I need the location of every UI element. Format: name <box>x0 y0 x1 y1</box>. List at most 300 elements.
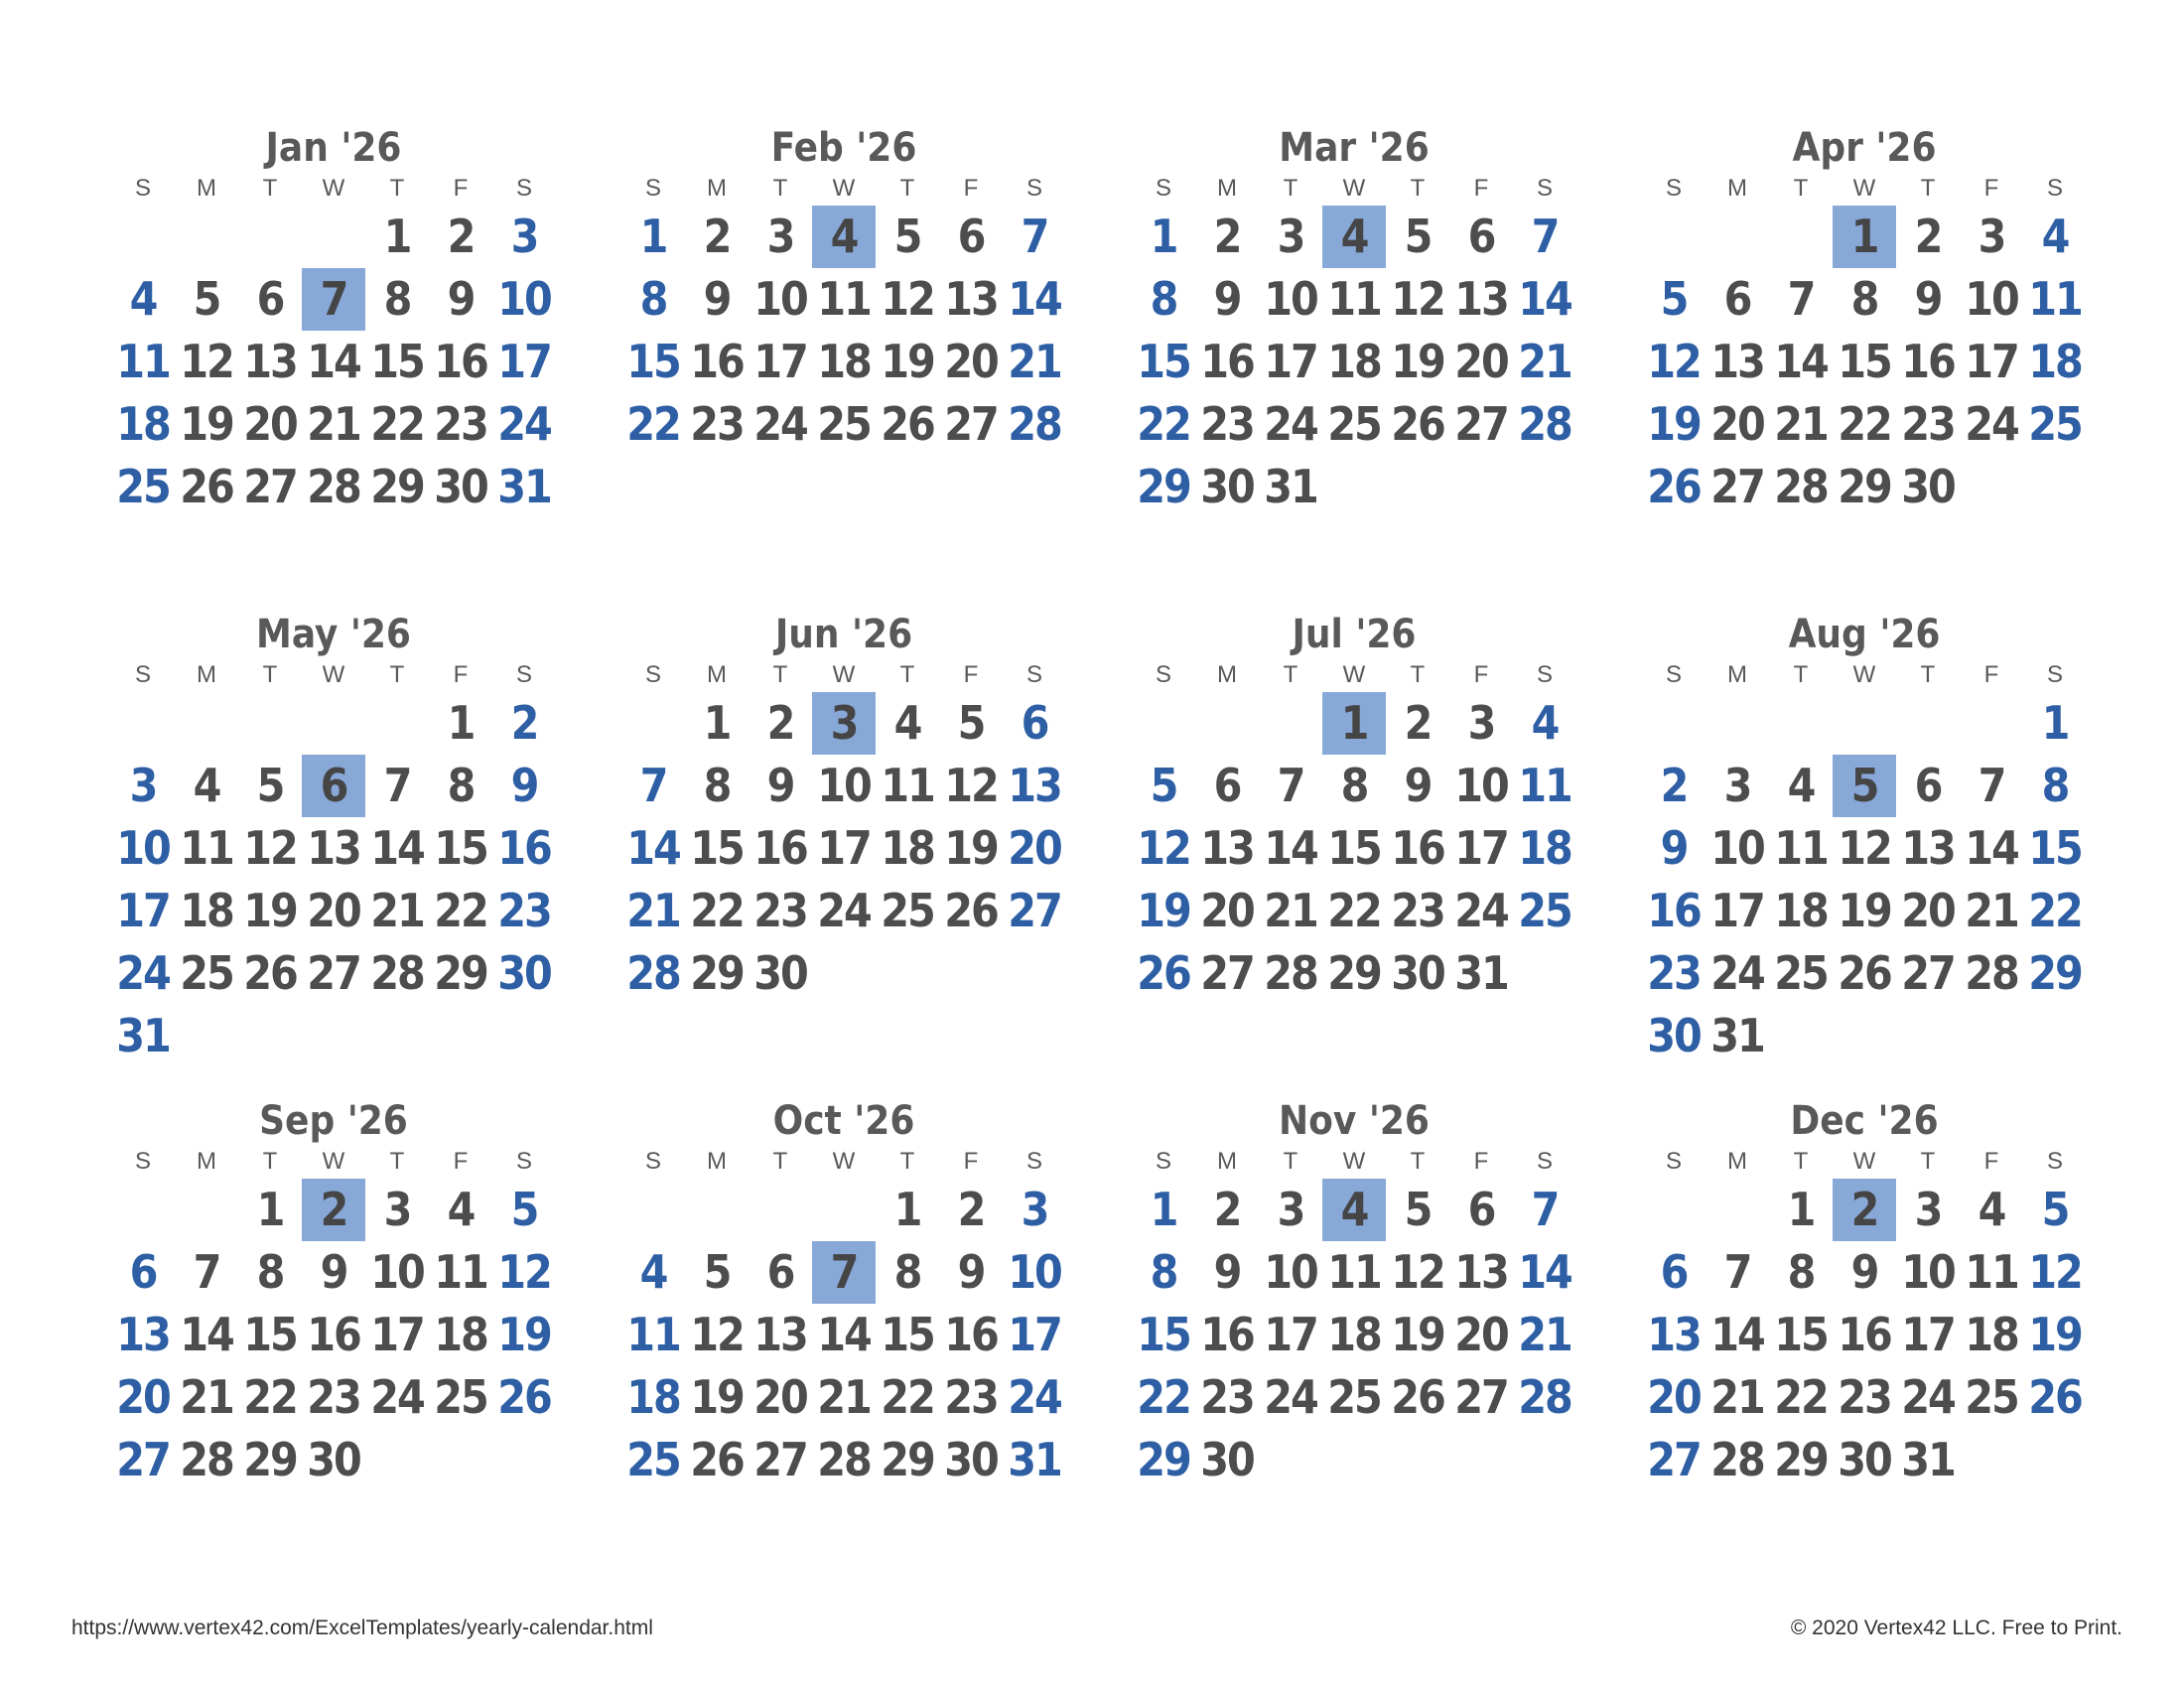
day-number: 26 <box>1647 460 1701 513</box>
empty-day-cell <box>685 1179 749 1241</box>
weekday-label: T <box>899 175 915 202</box>
day-number: 6 <box>766 1245 794 1299</box>
empty-day-cell <box>1896 1005 1960 1067</box>
weekday-label: W <box>322 1148 345 1175</box>
day-number: 25 <box>180 946 233 1000</box>
day-number: 8 <box>893 1245 921 1299</box>
empty-day-cell <box>1960 692 2023 755</box>
day-number: 23 <box>1391 884 1444 937</box>
day-number: 16 <box>307 1308 360 1361</box>
weekday-label: S <box>515 1148 532 1175</box>
day-number: 9 <box>1850 1245 1878 1299</box>
day-number: 3 <box>1978 210 2005 263</box>
day-number: 4 <box>1787 759 1815 812</box>
day-number: 20 <box>1454 1308 1508 1361</box>
week-row <box>1642 817 2087 880</box>
empty-day-cell <box>1513 942 1576 1005</box>
empty-day-cell <box>1259 1429 1322 1491</box>
weekday-label: T <box>1920 661 1936 688</box>
month-block <box>621 124 1066 456</box>
weekday-label: S <box>2046 661 2063 688</box>
week-row <box>1642 331 2087 393</box>
day-number: 22 <box>1137 397 1190 451</box>
day-number: 30 <box>434 460 487 513</box>
day-number: 30 <box>1391 946 1444 1000</box>
day-number: 16 <box>690 335 744 388</box>
day-number: 24 <box>370 1370 424 1424</box>
day-number: 25 <box>626 1433 680 1486</box>
day-number: 14 <box>1008 272 1061 326</box>
month-block <box>1642 1097 2087 1491</box>
week-row <box>621 393 1066 456</box>
day-number: 12 <box>1838 821 1891 875</box>
day-number: 5 <box>957 696 985 750</box>
weekday-label: S <box>1665 661 1682 688</box>
day-number: 28 <box>1264 946 1317 1000</box>
day-number: 23 <box>1647 946 1701 1000</box>
highlighted-day: 7 <box>302 268 365 331</box>
day-number: 25 <box>116 460 170 513</box>
empty-day-cell <box>1642 206 1706 268</box>
week-row <box>111 456 556 518</box>
weekday-label: S <box>1536 661 1553 688</box>
weekday-header-row <box>621 1145 1066 1179</box>
empty-day-cell <box>1769 692 1833 755</box>
day-number: 11 <box>1327 272 1381 326</box>
empty-day-cell <box>175 1179 238 1241</box>
weekday-label: W <box>832 661 856 688</box>
day-number: 13 <box>1901 821 1955 875</box>
day-number: 19 <box>1391 335 1444 388</box>
weekday-label: S <box>134 175 151 202</box>
weekday-label: T <box>899 661 915 688</box>
month-block <box>621 611 1066 1005</box>
day-number: 16 <box>1391 821 1444 875</box>
week-row <box>621 755 1066 817</box>
day-number: 23 <box>1838 1370 1891 1424</box>
day-number: 8 <box>1150 272 1177 326</box>
empty-day-cell <box>429 1429 492 1491</box>
day-number: 11 <box>2028 272 2082 326</box>
weekday-label: W <box>1342 175 1366 202</box>
day-number: 26 <box>1137 946 1190 1000</box>
day-number: 12 <box>1391 1245 1444 1299</box>
week-row <box>621 692 1066 755</box>
empty-day-cell <box>2023 456 2087 518</box>
empty-day-cell <box>302 1005 365 1067</box>
day-number: 23 <box>690 397 744 451</box>
day-number: 2 <box>957 1183 985 1236</box>
empty-day-cell <box>429 1005 492 1067</box>
day-number: 19 <box>2028 1308 2082 1361</box>
month-block <box>1642 611 2087 1067</box>
month-block <box>111 611 556 1067</box>
week-row <box>1132 456 1576 518</box>
day-number: 29 <box>1327 946 1381 1000</box>
day-number: 27 <box>116 1433 170 1486</box>
weekday-label: T <box>1410 661 1426 688</box>
day-number: 30 <box>1647 1009 1701 1062</box>
weekday-header-row <box>1642 172 2087 206</box>
week-row <box>1132 755 1576 817</box>
day-number: 25 <box>1965 1370 2018 1424</box>
highlighted-day: 7 <box>812 1241 876 1304</box>
day-number: 19 <box>243 884 297 937</box>
day-number: 22 <box>434 884 487 937</box>
week-row <box>111 880 556 942</box>
empty-day-cell <box>812 1179 876 1241</box>
day-number: 29 <box>881 1433 934 1486</box>
day-number: 4 <box>1531 696 1559 750</box>
day-number: 27 <box>1200 946 1254 1000</box>
week-row <box>1132 206 1576 268</box>
day-number: 13 <box>1454 1245 1508 1299</box>
day-number: 11 <box>116 335 170 388</box>
day-number: 13 <box>307 821 360 875</box>
day-number: 18 <box>1327 1308 1381 1361</box>
weekday-label: F <box>453 175 469 202</box>
day-number: 14 <box>626 821 680 875</box>
highlighted-day: 6 <box>302 755 365 817</box>
month-block <box>621 1097 1066 1491</box>
weekday-label: S <box>134 1148 151 1175</box>
day-number: 13 <box>116 1308 170 1361</box>
day-number: 30 <box>1838 1433 1891 1486</box>
day-number: 23 <box>944 1370 998 1424</box>
day-number: 1 <box>256 1183 284 1236</box>
day-number: 28 <box>1774 460 1828 513</box>
week-row <box>111 1179 556 1241</box>
day-number: 18 <box>881 821 934 875</box>
weekday-label: T <box>262 661 278 688</box>
day-number: 19 <box>1137 884 1190 937</box>
day-number: 2 <box>447 210 475 263</box>
empty-day-cell <box>175 692 238 755</box>
day-number: 27 <box>1901 946 1955 1000</box>
day-number: 31 <box>1008 1433 1061 1486</box>
day-number: 23 <box>307 1370 360 1424</box>
weekday-label: T <box>772 661 788 688</box>
day-number: 26 <box>944 884 998 937</box>
empty-day-cell <box>238 692 302 755</box>
empty-day-cell <box>1195 692 1259 755</box>
week-row <box>1132 817 1576 880</box>
week-row <box>1642 268 2087 331</box>
weekday-label: W <box>1852 175 1876 202</box>
day-number: 26 <box>1391 1370 1444 1424</box>
day-number: 26 <box>1391 397 1444 451</box>
day-number: 9 <box>703 272 731 326</box>
week-row <box>1642 1005 2087 1067</box>
day-number: 20 <box>116 1370 170 1424</box>
day-number: 5 <box>1404 210 1432 263</box>
day-number: 30 <box>944 1433 998 1486</box>
weekday-label: S <box>1155 1148 1171 1175</box>
week-row <box>111 692 556 755</box>
week-row <box>621 206 1066 268</box>
day-number: 31 <box>116 1009 170 1062</box>
day-number: 24 <box>1901 1370 1955 1424</box>
day-number: 5 <box>893 210 921 263</box>
day-number: 13 <box>1647 1308 1701 1361</box>
empty-day-cell <box>111 692 175 755</box>
day-number: 30 <box>1200 460 1254 513</box>
weekday-label: M <box>197 661 216 688</box>
day-number: 25 <box>1327 397 1381 451</box>
day-number: 26 <box>243 946 297 1000</box>
empty-day-cell <box>1642 692 1706 755</box>
day-number: 2 <box>766 696 794 750</box>
day-number: 9 <box>1213 1245 1241 1299</box>
day-number: 20 <box>243 397 297 451</box>
week-row <box>111 755 556 817</box>
day-number: 28 <box>370 946 424 1000</box>
day-number: 16 <box>1901 335 1955 388</box>
weekday-label: F <box>963 1148 979 1175</box>
weekday-label: S <box>2046 1148 2063 1175</box>
day-number: 25 <box>434 1370 487 1424</box>
day-number: 18 <box>180 884 233 937</box>
empty-day-cell <box>111 206 175 268</box>
day-number: 11 <box>817 272 871 326</box>
day-number: 27 <box>1647 1433 1701 1486</box>
footer-copyright: © 2020 Vertex42 LLC. Free to Print. <box>1790 1617 2122 1639</box>
day-number: 4 <box>2041 210 2069 263</box>
month-title: Jul '26 <box>1292 612 1417 657</box>
weekday-label: T <box>1410 1148 1426 1175</box>
day-number: 13 <box>1008 759 1061 812</box>
day-number: 6 <box>1914 759 1942 812</box>
day-number: 16 <box>1647 884 1701 937</box>
day-number: 15 <box>1137 1308 1190 1361</box>
day-number: 1 <box>1150 1183 1177 1236</box>
day-number: 11 <box>1774 821 1828 875</box>
weekday-label: F <box>1983 661 1999 688</box>
empty-day-cell <box>302 692 365 755</box>
empty-day-cell <box>1386 1429 1449 1491</box>
empty-day-cell <box>492 1005 556 1067</box>
day-number: 27 <box>1454 397 1508 451</box>
day-number: 12 <box>180 335 233 388</box>
day-number: 14 <box>1965 821 2018 875</box>
week-row <box>1642 1366 2087 1429</box>
day-number: 15 <box>1137 335 1190 388</box>
day-number: 15 <box>881 1308 934 1361</box>
day-number: 14 <box>1518 1245 1571 1299</box>
month-title: Nov '26 <box>1279 1098 1430 1144</box>
day-number: 29 <box>1137 1433 1190 1486</box>
empty-day-cell <box>1642 1179 1706 1241</box>
day-number: 11 <box>626 1308 680 1361</box>
day-number: 9 <box>766 759 794 812</box>
weekday-label: S <box>2046 175 2063 202</box>
weekday-label: T <box>1920 1148 1936 1175</box>
day-number: 7 <box>383 759 411 812</box>
day-number: 15 <box>2028 821 2082 875</box>
day-number: 27 <box>1454 1370 1508 1424</box>
day-number: 22 <box>626 397 680 451</box>
day-number: 27 <box>753 1433 807 1486</box>
day-number: 28 <box>1710 1433 1764 1486</box>
day-number: 14 <box>180 1308 233 1361</box>
week-row <box>1132 393 1576 456</box>
day-number: 6 <box>1723 272 1751 326</box>
week-row <box>1642 456 2087 518</box>
weekday-header-row <box>1132 172 1576 206</box>
day-number: 9 <box>320 1245 347 1299</box>
day-number: 9 <box>1404 759 1432 812</box>
week-row <box>621 331 1066 393</box>
empty-day-cell <box>1706 692 1769 755</box>
weekday-label: T <box>262 1148 278 1175</box>
day-number: 3 <box>129 759 157 812</box>
weekday-label: F <box>963 661 979 688</box>
day-number: 30 <box>497 946 551 1000</box>
day-number: 20 <box>1710 397 1764 451</box>
day-number: 9 <box>510 759 538 812</box>
day-number: 1 <box>383 210 411 263</box>
day-number: 4 <box>1978 1183 2005 1236</box>
day-number: 12 <box>690 1308 744 1361</box>
day-number: 31 <box>497 460 551 513</box>
day-number: 6 <box>1467 210 1495 263</box>
day-number: 16 <box>1838 1308 1891 1361</box>
day-number: 11 <box>881 759 934 812</box>
weekday-label: S <box>1025 175 1042 202</box>
day-number: 25 <box>1327 1370 1381 1424</box>
day-number: 26 <box>2028 1370 2082 1424</box>
day-number: 12 <box>497 1245 551 1299</box>
week-row <box>1132 942 1576 1005</box>
week-row <box>1642 880 2087 942</box>
day-number: 7 <box>1978 759 2005 812</box>
day-number: 10 <box>753 272 807 326</box>
day-number: 14 <box>1710 1308 1764 1361</box>
day-number: 19 <box>881 335 934 388</box>
weekday-label: T <box>389 661 405 688</box>
weekday-label: T <box>1793 1148 1809 1175</box>
weekday-header-row <box>621 172 1066 206</box>
day-number: 23 <box>497 884 551 937</box>
month-title: Feb '26 <box>770 125 917 171</box>
day-number: 3 <box>1021 1183 1048 1236</box>
day-number: 21 <box>817 1370 871 1424</box>
empty-day-cell <box>939 942 1003 1005</box>
day-number: 17 <box>1264 335 1317 388</box>
day-number: 1 <box>1787 1183 1815 1236</box>
empty-day-cell <box>621 1179 685 1241</box>
empty-day-cell <box>175 206 238 268</box>
empty-day-cell <box>1386 456 1449 518</box>
empty-day-cell <box>749 1179 812 1241</box>
day-number: 10 <box>1264 272 1317 326</box>
day-number: 8 <box>1850 272 1878 326</box>
day-number: 29 <box>2028 946 2082 1000</box>
day-number: 6 <box>1660 1245 1688 1299</box>
empty-day-cell <box>1449 456 1513 518</box>
day-number: 18 <box>817 335 871 388</box>
day-number: 21 <box>1518 1308 1571 1361</box>
day-number: 5 <box>2041 1183 2069 1236</box>
weekday-label: S <box>1665 1148 1682 1175</box>
day-number: 17 <box>1710 884 1764 937</box>
empty-day-cell <box>175 1005 238 1067</box>
week-row <box>111 331 556 393</box>
day-number: 3 <box>766 210 794 263</box>
empty-day-cell <box>1322 456 1386 518</box>
week-row <box>111 817 556 880</box>
day-number: 8 <box>447 759 475 812</box>
highlighted-day: 4 <box>1322 1179 1386 1241</box>
day-number: 22 <box>1137 1370 1190 1424</box>
day-number: 30 <box>753 946 807 1000</box>
month-block <box>111 124 556 518</box>
day-number: 7 <box>1531 210 1559 263</box>
week-row <box>1132 1429 1576 1491</box>
week-row <box>1642 692 2087 755</box>
empty-day-cell <box>302 206 365 268</box>
week-row <box>621 1304 1066 1366</box>
day-number: 14 <box>1518 272 1571 326</box>
empty-day-cell <box>1960 456 2023 518</box>
weekday-label: M <box>1217 1148 1237 1175</box>
weekday-label: T <box>389 175 405 202</box>
month-block <box>1132 1097 1576 1491</box>
day-number: 8 <box>256 1245 284 1299</box>
month-title: Mar '26 <box>1279 125 1430 171</box>
day-number: 28 <box>1965 946 2018 1000</box>
day-number: 19 <box>497 1308 551 1361</box>
weekday-label: F <box>1983 1148 1999 1175</box>
month-block <box>1642 124 2087 518</box>
day-number: 12 <box>1647 335 1701 388</box>
month-title: Dec '26 <box>1790 1098 1939 1144</box>
day-number: 24 <box>1965 397 2018 451</box>
empty-day-cell <box>238 206 302 268</box>
weekday-label: M <box>1217 175 1237 202</box>
weekday-label: F <box>1473 175 1489 202</box>
day-number: 21 <box>307 397 360 451</box>
day-number: 29 <box>1838 460 1891 513</box>
day-number: 18 <box>2028 335 2082 388</box>
day-number: 15 <box>1327 821 1381 875</box>
weekday-label: T <box>389 1148 405 1175</box>
day-number: 1 <box>639 210 667 263</box>
day-number: 21 <box>1774 397 1828 451</box>
highlighted-day: 1 <box>1322 692 1386 755</box>
month-block <box>111 1097 556 1491</box>
footer-url[interactable]: https://www.vertex42.com/ExcelTemplates/yearly-calendar.html <box>71 1617 653 1639</box>
day-number: 29 <box>434 946 487 1000</box>
day-number: 23 <box>1901 397 1955 451</box>
day-number: 13 <box>1710 335 1764 388</box>
day-number: 10 <box>1901 1245 1955 1299</box>
day-number: 13 <box>1200 821 1254 875</box>
day-number: 31 <box>1264 460 1317 513</box>
empty-day-cell <box>1896 692 1960 755</box>
weekday-label: S <box>644 175 661 202</box>
weekday-header-row <box>621 658 1066 692</box>
week-row <box>111 1429 556 1491</box>
day-number: 24 <box>1008 1370 1061 1424</box>
day-number: 15 <box>1838 335 1891 388</box>
day-number: 7 <box>639 759 667 812</box>
weekday-label: S <box>1025 661 1042 688</box>
day-number: 26 <box>497 1370 551 1424</box>
day-number: 21 <box>626 884 680 937</box>
day-number: 24 <box>1454 884 1508 937</box>
day-number: 10 <box>116 821 170 875</box>
